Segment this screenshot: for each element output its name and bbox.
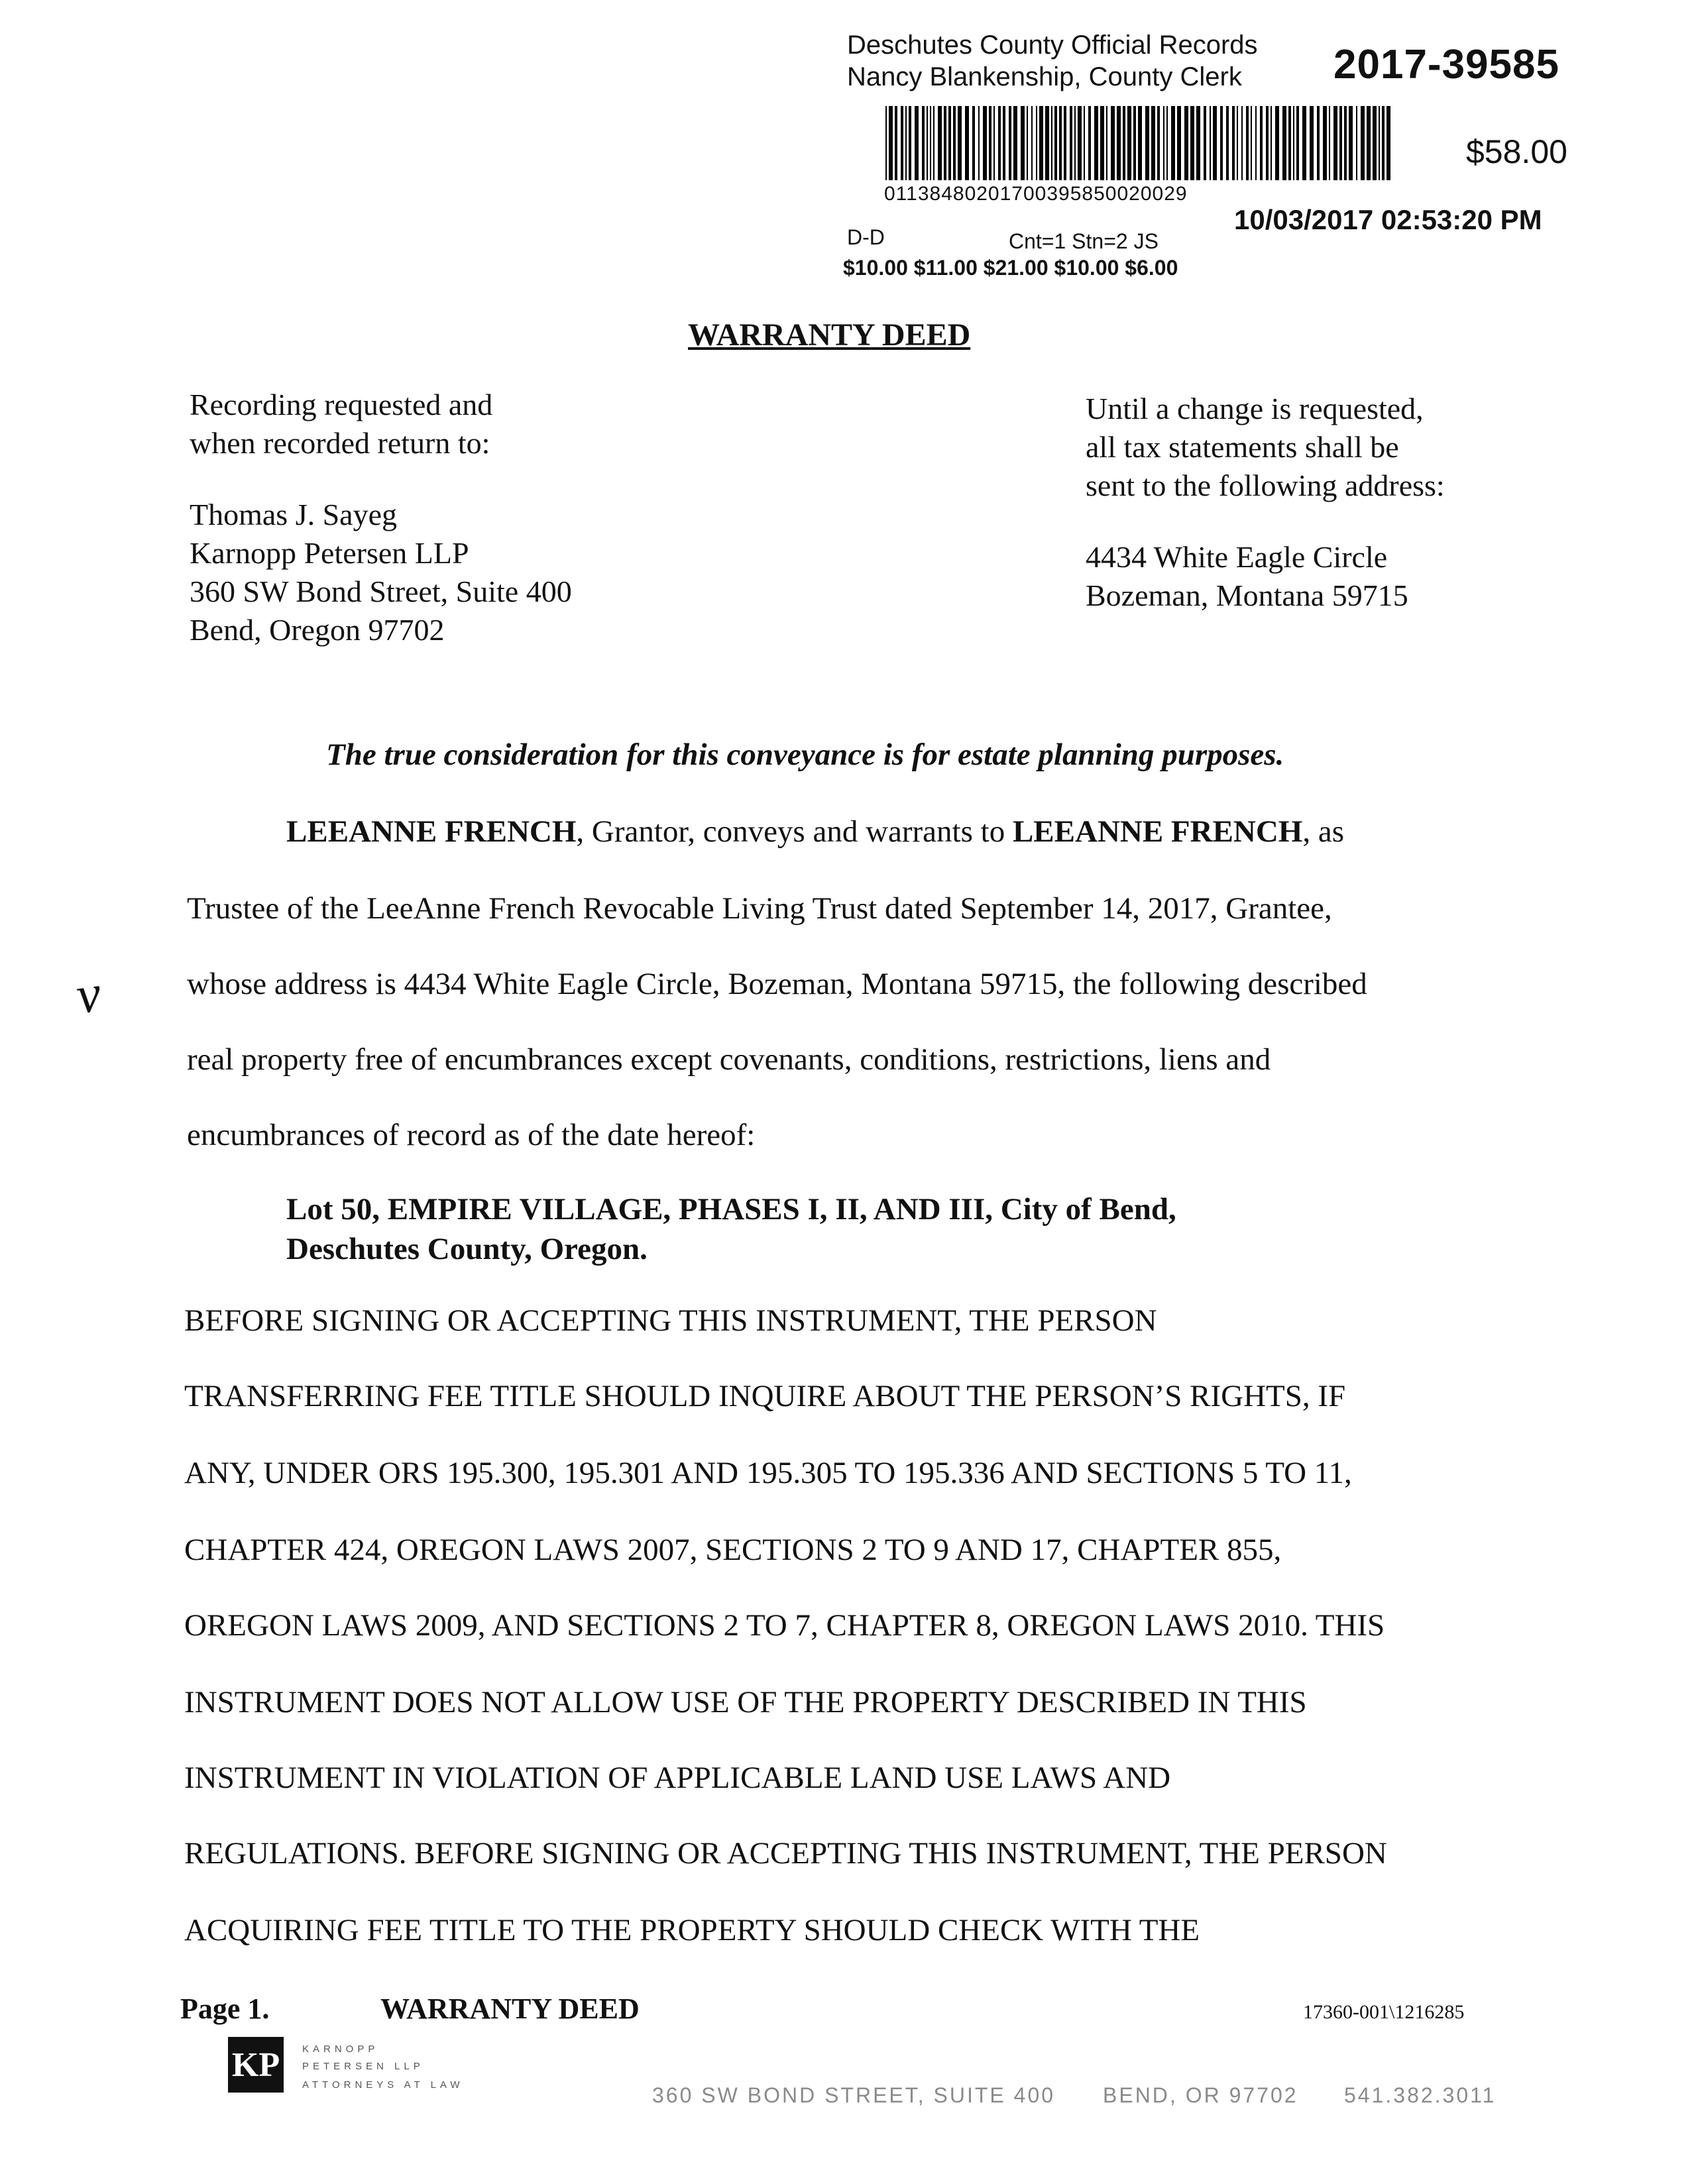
barcode-bar (1084, 106, 1085, 180)
barcode-bar (1036, 106, 1037, 180)
barcode-bar (1251, 106, 1252, 180)
barcode-bar (1013, 106, 1017, 180)
barcode-bar (1054, 106, 1057, 180)
legal-description-line: Lot 50, EMPIRE VILLAGE, PHASES I, II, AND III, City of Bend, (286, 1192, 1176, 1227)
doc-type-code: D-D (847, 225, 885, 249)
consideration-statement: The true consideration for this conveyance is for estate planning purposes. (326, 737, 1284, 772)
barcode-bar (1288, 106, 1291, 180)
barcode-bar (1293, 106, 1294, 180)
county-records-label: Deschutes County Official Records (847, 30, 1258, 60)
barcode-bar (905, 106, 907, 180)
barcode-bar (1070, 106, 1072, 180)
grant-text-2: , as (1302, 814, 1345, 849)
return-to-name: Thomas J. Sayeg (190, 498, 398, 531)
barcode-bar (915, 106, 919, 180)
barcode-bar (1177, 106, 1181, 180)
barcode-bar (1237, 106, 1238, 180)
barcode-bar (1117, 106, 1121, 180)
barcode-digits: 01138480201700395850020029 (884, 183, 1188, 205)
grant-first-line (286, 814, 1344, 849)
barcode-bar (1123, 106, 1125, 180)
firm-logo-tagline: ATTORNEYS AT LAW (302, 2079, 464, 2091)
barcode-bar (1379, 106, 1380, 180)
barcode-bar (1356, 106, 1357, 180)
barcode-bar (909, 106, 911, 180)
grant-line: real property free of encumbrances except covenants, conditions, restrictions, liens and (187, 1042, 1271, 1077)
barcode-bar (1296, 106, 1299, 180)
margin-check-mark: ν (72, 963, 105, 1026)
barcode-bar (1220, 106, 1223, 180)
barcode-bar (1329, 106, 1330, 180)
tax-city: Bozeman, Montana 59715 (1086, 578, 1408, 612)
grantor-name: LEEANNE FRENCH (286, 814, 577, 849)
barcode-bar (1339, 106, 1342, 180)
return-to-heading-line: Recording requested and (190, 388, 493, 421)
barcode-bar (998, 106, 1001, 180)
return-to-heading-line: when recorded return to: (190, 426, 490, 460)
statutory-notice-line: OREGON LAWS 2009, AND SECTIONS 2 TO 7, CHAPTER 8, OREGON LAWS 2010. THIS (184, 1608, 1385, 1643)
barcode-bar (1204, 106, 1206, 180)
fee-total: $58.00 (1466, 133, 1567, 170)
grantee-name: LEEANNE FRENCH (1012, 814, 1303, 849)
barcode-bar (927, 106, 928, 180)
tax-heading-line: sent to the following address: (1086, 468, 1445, 502)
barcode-bar (1027, 106, 1028, 180)
barcode-bar (1045, 106, 1049, 180)
barcode-bar (1039, 106, 1043, 180)
barcode-bar (1059, 106, 1062, 180)
barcode-bar (1166, 106, 1168, 180)
barcode-bar (1302, 106, 1306, 180)
statutory-notice-line: ACQUIRING FEE TITLE TO THE PROPERTY SHOULD CHECK WITH THE (184, 1913, 1200, 1947)
barcode-bar (1255, 106, 1257, 180)
barcode-bar (1196, 106, 1200, 180)
barcode-bar (1009, 106, 1011, 180)
barcode-bar (1275, 106, 1279, 180)
barcode-bar (944, 106, 946, 180)
footer-street-address: 360 SW BOND STREET, SUITE 400 (652, 2083, 1056, 2107)
recording-barcode (885, 106, 1398, 187)
return-to-city: Bend, Oregon 97702 (190, 613, 445, 647)
firm-logo-icon (228, 2037, 284, 2093)
barcode-bar (1282, 106, 1286, 180)
statutory-notice-line: INSTRUMENT IN VIOLATION OF APPLICABLE LAND USE LAWS AND (184, 1761, 1171, 1795)
barcode-bar (1266, 106, 1269, 180)
barcode-bar (958, 106, 962, 180)
barcode-bar (953, 106, 956, 180)
grant-text-1: , Grantor, conveys and warrants to (576, 814, 1013, 849)
firm-logo-mark: KP (231, 2046, 280, 2084)
barcode-bar (1367, 106, 1371, 180)
county-clerk-label: Nancy Blankenship, County Clerk (847, 62, 1242, 91)
statutory-notice-line: TRANSFERRING FEE TITLE SHOULD INQUIRE ABOUT THE PERSON’S RIGHTS, IF (184, 1379, 1346, 1413)
tax-statements-block (1086, 390, 1445, 615)
barcode-bar (965, 106, 969, 180)
grant-line: Trustee of the LeeAnne French Revocable Living Trust dated September 14, 2017, Grantee, (187, 891, 1332, 926)
return-to-street: 360 SW Bond Street, Suite 400 (190, 574, 572, 608)
barcode-bar (1190, 106, 1194, 180)
barcode-bar (1064, 106, 1066, 180)
barcode-bar (989, 106, 991, 180)
statutory-notice-line: CHAPTER 424, OREGON LAWS 2007, SECTIONS 2 TO 9 AND 17, CHAPTER 855, (184, 1533, 1282, 1567)
barcode-bar (1210, 106, 1211, 180)
tax-street: 4434 White Eagle Circle (1086, 540, 1388, 574)
barcode-bar (1106, 106, 1107, 180)
barcode-bar (1260, 106, 1263, 180)
statutory-notice-line: INSTRUMENT DOES NOT ALLOW USE OF THE PROPERTY DESCRIBED IN THIS (184, 1685, 1307, 1720)
barcode-bar (1157, 106, 1160, 180)
statutory-notice-line: REGULATIONS. BEFORE SIGNING OR ACCEPTING THIS INSTRUMENT, THE PERSON (184, 1836, 1387, 1871)
barcode-bar (1031, 106, 1033, 180)
barcode-bar (1226, 106, 1229, 180)
barcode-bar (1241, 106, 1243, 180)
barcode-bar (978, 106, 980, 180)
barcode-bar (1361, 106, 1365, 180)
barcode-bar (1184, 106, 1188, 180)
page-number: Page 1. (180, 1993, 270, 2025)
barcode-bar (889, 106, 893, 180)
barcode-bar (1074, 106, 1076, 180)
barcode-bar (922, 106, 925, 180)
barcode-bar (1133, 106, 1136, 180)
barcode-bar (1021, 106, 1025, 180)
fee-breakdown: $10.00 $11.00 $21.00 $10.00 $6.00 (843, 256, 1178, 280)
document-number: 2017-39585 (1333, 42, 1559, 87)
barcode-bar (1051, 106, 1052, 180)
footer-file-reference: 17360-001\1216285 (1303, 2001, 1465, 2023)
legal-description-line: Deschutes County, Oregon. (286, 1232, 648, 1266)
barcode-bar (1246, 106, 1249, 180)
barcode-bar (1078, 106, 1082, 180)
barcode-bar (1100, 106, 1104, 180)
footer-city: BEND, OR 97702 (1103, 2083, 1298, 2107)
barcode-bar (1271, 106, 1272, 180)
barcode-bar (1138, 106, 1142, 180)
barcode-bar (1003, 106, 1005, 180)
barcode-bar (983, 106, 987, 180)
barcode-bar (1145, 106, 1149, 180)
barcode-bar (895, 106, 897, 180)
barcode-bar (1317, 106, 1320, 180)
tax-heading-line: Until a change is requested, (1086, 392, 1424, 425)
barcode-bar (1163, 106, 1164, 180)
return-to-block (190, 386, 572, 649)
barcode-bar (1349, 106, 1353, 180)
recorded-timestamp: 10/03/2017 02:53:20 PM (1234, 204, 1542, 235)
firm-logo-name-line: PETERSEN LLP (302, 2061, 424, 2072)
return-to-firm: Karnopp Petersen LLP (190, 536, 469, 570)
barcode-bar (1094, 106, 1098, 180)
barcode-bar (1382, 106, 1385, 180)
grant-line: encumbrances of record as of the date hereof: (187, 1118, 756, 1152)
barcode-bar (1387, 106, 1390, 180)
barcode-bar (993, 106, 995, 180)
barcode-bar (1323, 106, 1327, 180)
firm-logo-name-line: KARNOPP (302, 2044, 379, 2055)
tax-heading-line: all tax statements shall be (1086, 430, 1399, 464)
barcode-bar (933, 106, 934, 180)
grant-line: whose address is 4434 White Eagle Circle, Bozeman, Montana 59715, the following described (187, 967, 1367, 1001)
barcode-bar (1213, 106, 1217, 180)
barcode-bar (1373, 106, 1377, 180)
statutory-notice-line: ANY, UNDER ORS 195.300, 195.301 AND 195.305 TO 195.336 AND SECTIONS 5 TO 11, (184, 1456, 1352, 1490)
barcode-bar (1232, 106, 1235, 180)
barcode-bar (948, 106, 951, 180)
barcode-bar (1310, 106, 1314, 180)
barcode-bar (901, 106, 903, 180)
barcode-bar (1088, 106, 1091, 180)
barcode-bar (1344, 106, 1347, 180)
barcode-bar (1333, 106, 1337, 180)
footer-document-title: WARRANTY DEED (380, 1993, 640, 2025)
statutory-notice-line: BEFORE SIGNING OR ACCEPTING THIS INSTRUMENT, THE PERSON (184, 1303, 1157, 1338)
stamp-counts: Cnt=1 Stn=2 JS (1009, 229, 1159, 253)
barcode-bar (1151, 106, 1155, 180)
barcode-bar (885, 106, 887, 180)
footer-phone: 541.382.3011 (1344, 2083, 1497, 2107)
barcode-bar (1111, 106, 1115, 180)
barcode-bar (938, 106, 942, 180)
barcode-bar (972, 106, 975, 180)
document-title: WARRANTY DEED (688, 317, 971, 353)
barcode-bar (1171, 106, 1175, 180)
barcode-bar (930, 106, 931, 180)
barcode-bar (1127, 106, 1131, 180)
